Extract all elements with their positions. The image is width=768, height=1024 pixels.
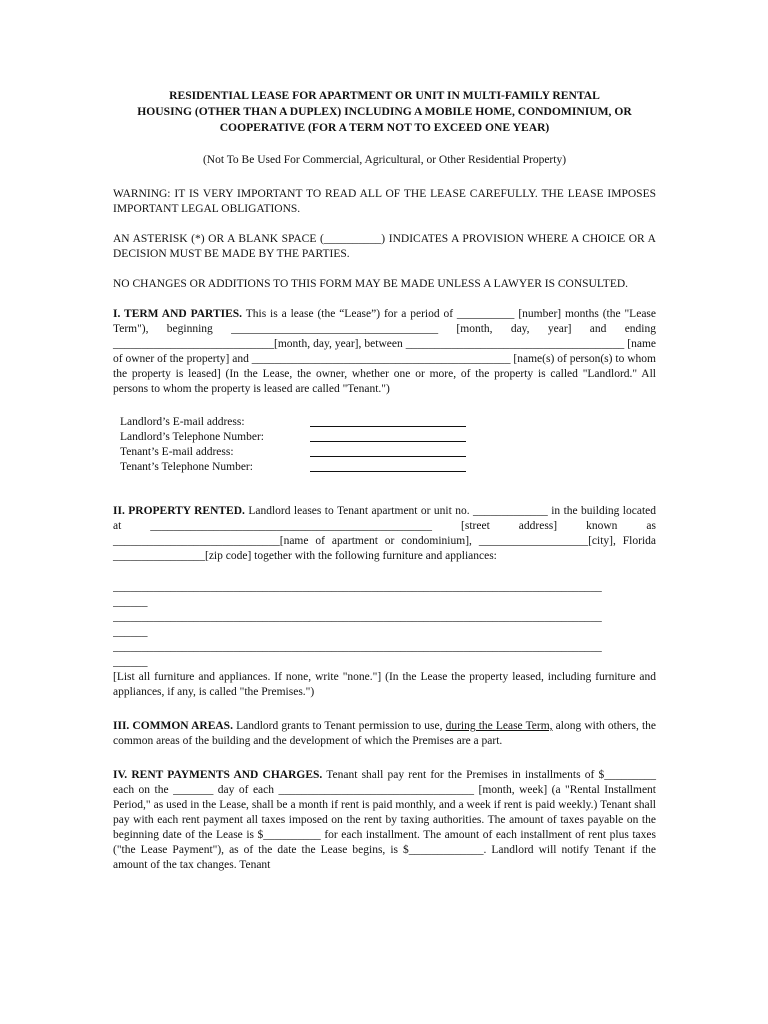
document-title xyxy=(113,88,656,136)
furniture-note: [List all furniture and appliances. If none, write "none."] (In the Lease the property leased, including furniture and appliances, if any, is called "the Premises.") xyxy=(113,671,656,698)
contact-row xyxy=(120,415,656,430)
no-changes-paragraph: NO CHANGES OR ADDITIONS TO THIS FORM MAY BE MADE UNLESS A LAWYER IS CONSULTED. xyxy=(113,278,629,290)
tenant-phone-label: Tenant’s Telephone Number: xyxy=(120,461,253,473)
section-2-body: Landlord leases to Tenant apartment or unit no. _____________ in the building located at _________________________________________________ [street address] known as _____________________________[name of apartment or condominium], ___________________[city], Florida ________________[zip code] together with the following furniture and appliances: xyxy=(113,505,657,562)
blank-line: _____________________________________________________________________________________ xyxy=(113,641,602,653)
section-1-heading: I. TERM AND PARTIES. xyxy=(113,308,243,320)
section-property-rented xyxy=(113,504,656,564)
blank-line: ______ xyxy=(113,626,148,638)
landlord-email-field[interactable] xyxy=(310,415,466,427)
section-rent-payments xyxy=(113,768,656,873)
furniture-blank-lines[interactable] xyxy=(113,580,656,670)
contact-row xyxy=(120,445,656,460)
section-4-body: Tenant shall pay rent for the Premises in installments of $_________ each on the _______ day of each __________________________________ [month, week] (a "Rental Installment Period," as used in the Lease, shall be a month if rent is paid monthly, and a week if rent is paid weekly.) Tenant shall pay with each rent payment all taxes imposed on the rent by taxing authorities. The amount of taxes payable on the beginning date of the Lease is $__________ for each installment. The amount of each installment of rent plus taxes ("the Lease Payment"), as of the date the Lease begins, is $_____________. Landlord will notify Tenant if the amount of the tax changes. Tenant xyxy=(113,769,656,871)
contact-row xyxy=(120,460,656,475)
section-3-body-before: Landlord grants to Tenant permission to use, xyxy=(236,720,443,732)
landlord-phone-label: Landlord’s Telephone Number: xyxy=(120,431,264,443)
section-3-body-after: along with others, the common areas of the building and the development of which the Premises are a part. xyxy=(113,720,657,747)
blank-line: _____________________________________________________________________________________ xyxy=(113,611,602,623)
section-term-and-parties xyxy=(113,307,656,397)
blank-line: ______ xyxy=(113,656,148,668)
section-1-body: This is a lease (the “Lease”) for a period of __________ [number] months (the "Lease Term"), beginning ____________________________________ [month, day, year] and ending ____________________________[month, day, year], between ______________________________________ [name of owner of the property] and _____________________________________________ [name(s) of person(s) to whom the property is leased] (In the Lease, the owner, whether one or more, of the property is called "Landlord." All persons to whom the property is leased are called "Tenant.") xyxy=(113,308,656,395)
section-2-heading: II. PROPERTY RENTED. xyxy=(113,505,245,517)
section-3-heading: III. COMMON AREAS. xyxy=(113,720,233,732)
blank-line: ______ xyxy=(113,596,148,608)
title-line-2: HOUSING (OTHER THAN A DUPLEX) INCLUDING A MOBILE HOME, CONDOMINIUM, OR xyxy=(137,105,632,118)
asterisk-note-paragraph: AN ASTERISK (*) OR A BLANK SPACE (__________) INDICATES A PROVISION WHERE A CHOICE OR A DECISION MUST BE MADE BY THE PARTIES. xyxy=(113,233,656,260)
landlord-phone-field[interactable] xyxy=(310,430,466,442)
section-4-heading: IV. RENT PAYMENTS AND CHARGES. xyxy=(113,769,323,781)
document-subtitle: (Not To Be Used For Commercial, Agricultural, or Other Residential Property) xyxy=(202,154,567,166)
landlord-email-label: Landlord’s E-mail address: xyxy=(120,416,245,428)
section-3-underlined-text: during the Lease Term, xyxy=(445,720,553,732)
title-line-3: COOPERATIVE (FOR A TERM NOT TO EXCEED ONE YEAR) xyxy=(219,121,550,134)
warning-paragraph: WARNING: IT IS VERY IMPORTANT TO READ ALL OF THE LEASE CAREFULLY. THE LEASE IMPOSES IMPORTANT LEGAL OBLIGATIONS. xyxy=(113,188,656,215)
section-common-areas xyxy=(113,719,656,749)
title-line-1: RESIDENTIAL LEASE FOR APARTMENT OR UNIT IN MULTI-FAMILY RENTAL xyxy=(169,89,600,102)
contact-info-list xyxy=(120,415,656,475)
tenant-email-field[interactable] xyxy=(310,445,466,457)
tenant-phone-field[interactable] xyxy=(310,460,466,472)
tenant-email-label: Tenant’s E-mail address: xyxy=(120,446,234,458)
blank-line: _____________________________________________________________________________________ xyxy=(113,581,602,593)
lease-document xyxy=(113,88,656,873)
contact-row xyxy=(120,430,656,445)
